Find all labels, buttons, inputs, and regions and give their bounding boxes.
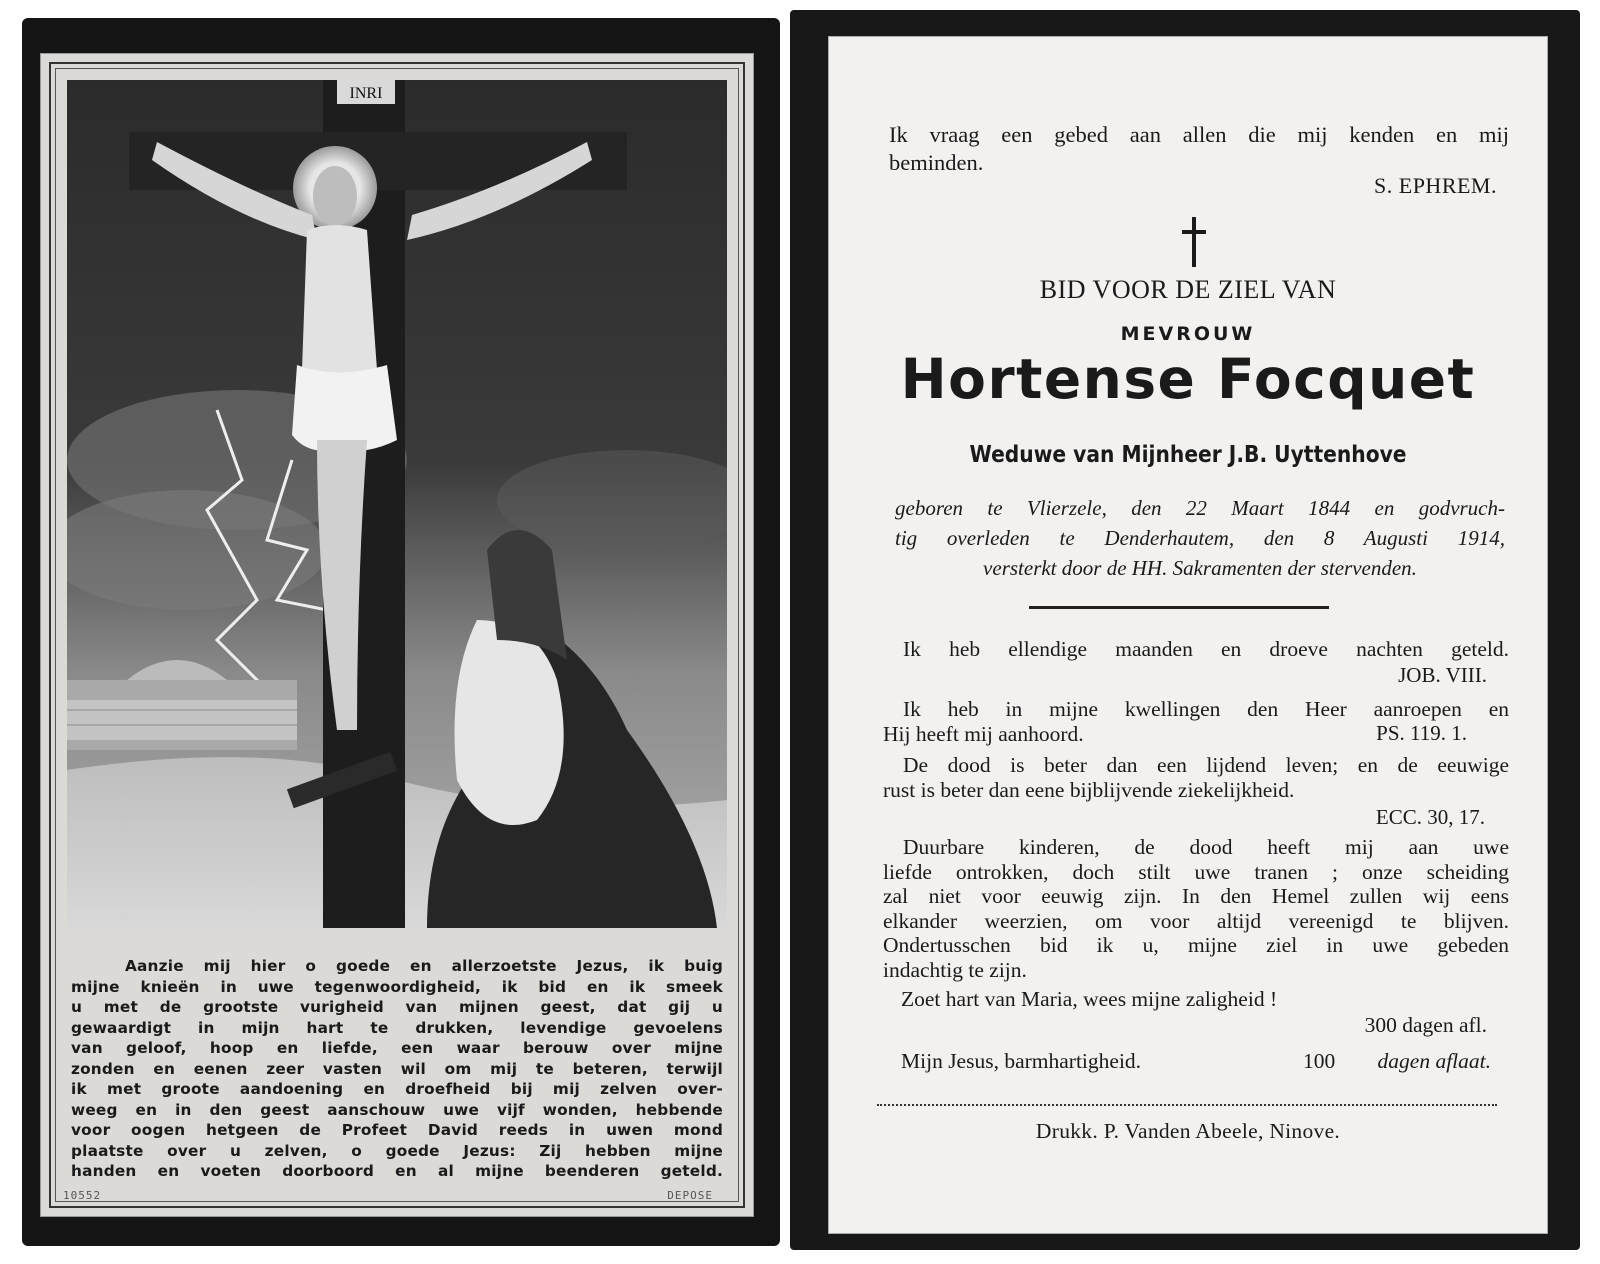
printer-credit: Drukk. P. Vanden Abeele, Ninove. xyxy=(1035,1119,1341,1143)
indulgence-note: 300 dagen afl. xyxy=(1364,1013,1487,1037)
print-code: 10552 xyxy=(63,1189,102,1202)
indulgence-note: dagen aflaat. xyxy=(1377,1049,1491,1073)
prayer-line: gewaardigt in mijn hart te drukken, levendige gevoelens xyxy=(71,1018,723,1037)
birth-line: tig overleden te Denderhautem, den 8 Augusti 1914, xyxy=(895,526,1505,550)
prayer-line: Aanzie mij hier o goede en allerzoetste Jezus, ik buig xyxy=(125,957,723,975)
verse-line: rust is beter dan eene bijblijvende ziekelijkheid. xyxy=(883,777,1295,802)
dotted-divider xyxy=(877,1104,1497,1106)
verse-reference: ECC. 30, 17. xyxy=(1375,805,1485,829)
prayer-line: plaatste over u zelven, o goede Jezus: Zij hebben mijne xyxy=(71,1141,723,1160)
quote-line: beminden. xyxy=(889,150,984,175)
birth-line: versterkt door de HH. Sakramenten der stervenden. xyxy=(983,556,1417,580)
left-card xyxy=(40,53,754,1217)
bid-heading: BID VOOR DE ZIEL VAN xyxy=(1039,275,1337,304)
inri-text: INRI xyxy=(349,85,383,102)
prayer-line: van geloof, hoop en liefde, een waar berouw over mijne xyxy=(71,1039,723,1057)
verse-line: Hij heeft mij aanhoord. xyxy=(883,721,1084,746)
verse-line: De dood is beter dan een lijdend leven; en de eeuwige xyxy=(903,753,1509,777)
depose-mark: DEPOSE xyxy=(667,1189,713,1202)
verse-job xyxy=(883,637,1509,662)
cross-icon xyxy=(1179,217,1209,267)
crucifixion-illustration xyxy=(67,80,727,928)
verse-line: Ik heb in mijne kwellingen den Heer aanroepen en xyxy=(903,697,1509,721)
verse-line: Duurbare kinderen, de dood heeft mij aan uwe xyxy=(903,835,1509,859)
verse-line: Ik heb ellendige maanden en droeve nachten geteld. xyxy=(903,637,1509,661)
verse-line: liefde ontrokken, doch stilt uwe tranen ; onze scheiding xyxy=(883,859,1509,884)
verse-reference: PS. 119. 1. xyxy=(1376,721,1467,745)
prayer-line: mijne knieën in uwe tegenwoordigheid, ik bid en ik smeek xyxy=(71,977,723,996)
divider-line xyxy=(1029,606,1329,609)
prayer-line: u met de grootste vurigheid van mijnen geest, dat gij u xyxy=(71,998,723,1016)
quote-author: S. EPHREM. xyxy=(1374,173,1497,198)
verse-line: Zoet hart van Maria, wees mijne zaligheid ! xyxy=(901,987,1278,1011)
indulgence-count: 100 xyxy=(1303,1049,1336,1073)
prayer-maria xyxy=(901,987,1277,1012)
prayer-jesus xyxy=(901,1049,1141,1074)
verse-line: elkander weerzien, om voor altijd vereenigd te blijven. xyxy=(883,908,1509,933)
verse-ecclesiasticus xyxy=(883,753,1509,802)
verse-children xyxy=(883,835,1509,982)
prayer-line: voor oogen hetgeen de Profeet David reeds in uwen mond xyxy=(71,1121,723,1139)
verse-line: Mijn Jesus, barmhartigheid. xyxy=(901,1049,1142,1073)
verse-line: zal niet voor eeuwig zijn. In den Hemel zullen wij eens xyxy=(883,884,1509,908)
quote-line: Ik vraag een gebed aan allen die mij kenden en mij xyxy=(889,122,1509,147)
verse-reference: JOB. VIII. xyxy=(1398,663,1487,687)
verse-line: Ondertusschen bid ik u, mijne ziel in uwe gebeden xyxy=(883,933,1509,957)
prayer-line: weeg en in den geest aanschouw uwe vijf wonden, hebbende xyxy=(71,1100,723,1119)
opening-quote xyxy=(889,121,1509,177)
deceased-name: Hortense Focquet xyxy=(900,347,1476,411)
verse-line: indachtig te zijn. xyxy=(883,957,1027,982)
prayer-line: handen en voeten doorboord en al mijne beenderen geteld. xyxy=(71,1162,723,1180)
widow-line: Weduwe van Mijnheer J.B. Uyttenhove xyxy=(969,442,1407,468)
prayer-line: ik met groote aandoening en droefheid bij mij zelven over- xyxy=(71,1080,723,1098)
crucifixion-image xyxy=(67,80,727,928)
right-card xyxy=(828,36,1548,1234)
prayer-text xyxy=(71,956,723,1182)
prayer-line: zonden en eenen zeer vasten wil om mij te beteren, terwijl xyxy=(71,1059,723,1078)
birth-death-text xyxy=(895,493,1505,583)
title-label: MEVROUW xyxy=(1120,323,1256,345)
birth-line: geboren te Vlierzele, den 22 Maart 1844 en godvruch- xyxy=(895,496,1505,520)
